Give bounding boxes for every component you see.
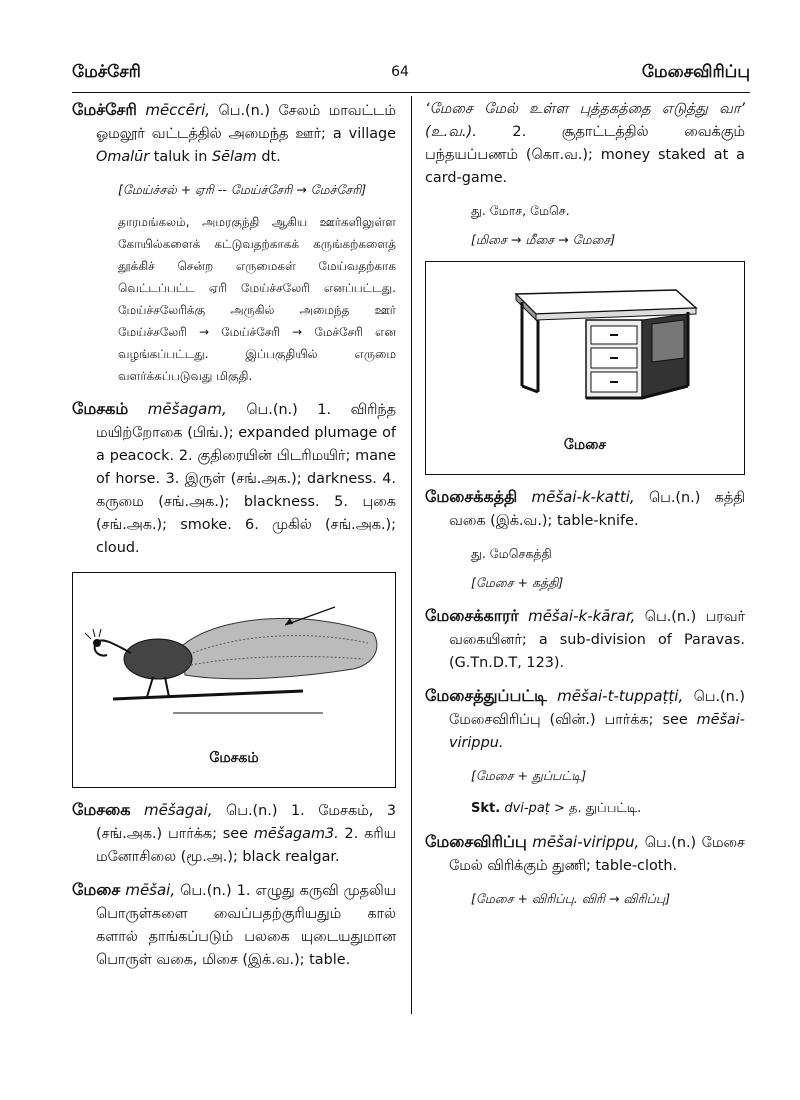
headword: மேசைத்துப்பட்டி [425, 686, 547, 705]
right-column [425, 98, 745, 920]
definition: 2. சூதாட்டத்தில் வைக்கும் பந்தயப்பணம் (கொ.வ.); money staked at a card-game. [425, 124, 745, 186]
example-quote: ‘மேசை மேல் உள்ள புத்தகத்தை எடுத்து வா’ [425, 101, 745, 117]
definition: பெ.(n.) மேசைவிரிப்பு (வின்.) பார்க்க; see [449, 689, 745, 728]
table-figure [425, 261, 745, 475]
transliteration: mēšai-k-kārar, [528, 607, 636, 625]
headword: மேசை [72, 880, 121, 899]
entry-mesagai [72, 798, 396, 869]
skt-rest: > த. துப்பட்டி. [554, 801, 642, 816]
headword: மேசைக்காரர் [425, 606, 519, 625]
transliteration: mēšai-virippu, [532, 833, 640, 851]
definition-italic: mēšagam3. [253, 826, 339, 842]
entry-mesaivirippu [425, 830, 745, 878]
page-number: 64 [391, 64, 409, 80]
entry-mesagam [72, 397, 396, 560]
entry-mecceri [72, 98, 396, 169]
column-divider [411, 96, 412, 1014]
etymology: [மேசை + விரிப்பு. விரி → விரிப்பு] [471, 891, 671, 906]
headword: மேசகை [72, 800, 131, 819]
skt-label: Skt. [471, 801, 501, 816]
etymology: [மேசை + கத்தி] [471, 575, 564, 590]
headword: மேசகம் [72, 399, 129, 418]
header-rule [72, 92, 750, 93]
figure-caption: மேசை [563, 437, 607, 453]
etymology: [மிசை → மீசை → மேசை] [471, 232, 616, 247]
headword: மேசைவிரிப்பு [425, 832, 527, 851]
definition: taluk in [153, 149, 208, 165]
definition: 2. கரிய மனோசிலை (மூ.அ.); black realgar. [96, 826, 396, 865]
transliteration: mēšagam, [147, 400, 227, 418]
definition-italic: Sēlam [211, 149, 257, 165]
etymology: [மேய்ச்சல் + ஏரி -- மேய்ச்சேரி → மேச்சேரி] [118, 182, 367, 197]
peacock-figure [72, 572, 396, 788]
usage-tag: (உ.வ.). [425, 124, 477, 140]
definition: பெ.(n.) சேலம் மாவட்டம் ஓமலூர் வட்டத்தில் அமைந்த ஊர்; a village [96, 103, 397, 142]
entry-mesaikkatti [425, 485, 745, 533]
definition: பெ.(n.) 1. எழுது கருவி முதலிய பொருள்களை வைப்பதற்குரியதும் கால் களால் தாங்கப்படும் பலகை யுடையதுமான பொருள் வகை, மிசை (இக்.வ.); table. [96, 883, 397, 968]
transliteration: mēšai-t-tuppaṭṭi, [557, 687, 684, 705]
definition: பெ.(n.) மேசை மேல் விரிக்கும் துணி; table-cloth. [449, 835, 745, 874]
transliteration: mēšagai, [144, 801, 213, 819]
headword: மேசைக்கத்தி [425, 487, 518, 506]
definition: பெ.(n.) 1. விரிந்த மயிற்றோகை (பிங்.); expanded plumage of a peacock. 2. குதிரையின் பிடரிமயிர்; mane of horse. 3. இருள் (சங்.அக.); darkness. 4. கருமை (சங்.அக.); blackness. 5. புகை (சங்.அக.); smoke. 6. முகில் (சங்.அக.); cloud. [96, 402, 396, 556]
definition: பெ.(n.) கத்தி வகை (இக்.வ.); table-knife. [449, 490, 746, 529]
etymology: [மேசை + துப்பட்டி] [471, 768, 587, 783]
entry-mesaittuppatti [425, 684, 745, 755]
running-head-left: மேச்சேரி [72, 62, 141, 82]
sanskrit-origin [471, 797, 745, 820]
definition: பெ.(n.) பரவர் வகையினர்; a sub-division of Paravas. (G.Tn.D.T, 123). [449, 609, 746, 671]
related-forms: து. மோச, மேசெ. [471, 203, 570, 218]
skt-word: dvi-paṭ [504, 801, 550, 816]
definition-italic: Omalūr [96, 149, 150, 165]
related-forms: து. மேசெகத்தி [471, 546, 552, 561]
definition: dt. [261, 149, 281, 165]
left-column [72, 98, 396, 981]
entry-mesai-continued [425, 98, 745, 190]
definition: பெ.(n.) 1. மேசகம், 3 (சங்.அக.) பார்க்க; see [96, 803, 397, 842]
explanatory-note: தாரமங்கலம், அமரகுந்தி ஆகிய ஊர்களிலுள்ள கோயில்களைக் கட்டுவதற்காகக் கருங்கற்களைத் தூக்கிச் சென்ற எருமைகள் மேய்வதற்காக வெட்டப்பட்ட ஏரி மேய்ச்சலேரி எனப்பட்டது. மேய்ச்சலேரிக்கு அருகில் அமைந்த ஊர் மேய்ச்சலேரி → மேய்ச்சேரி → மேச்சேரி என வழங்கப்பட்டது. இப்பகுதியில் எருமை வளர்க்கப்படுவது மிகுதி. [118, 215, 396, 383]
running-head-right: மேசைவிரிப்பு [641, 62, 750, 82]
definition-italic: mēšai-virippu. [449, 712, 745, 751]
figure-caption: மேசகம் [209, 750, 259, 766]
transliteration: mēšai, [125, 881, 176, 899]
entry-mesai [72, 878, 396, 972]
entry-mesaikkarar [425, 604, 745, 675]
transliteration: mēccēri, [145, 101, 211, 119]
headword: மேச்சேரி [72, 100, 137, 119]
transliteration: mēšai-k-katti, [531, 488, 635, 506]
